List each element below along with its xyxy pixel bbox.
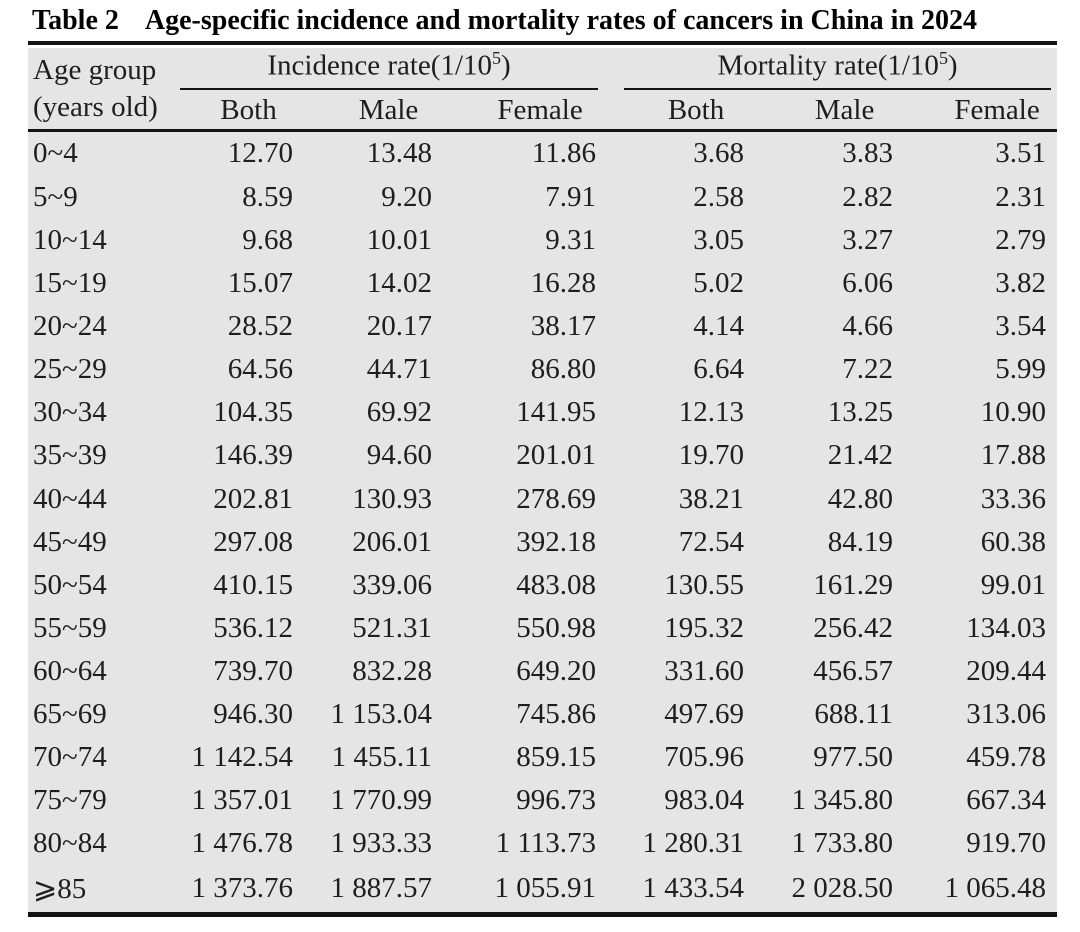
value-cell: 5.02 [693,266,745,299]
value-cell: 483.08 [516,568,597,601]
mortality-group-header [604,48,1057,92]
table-row [28,477,1057,520]
value-cell: 7.22 [842,353,894,386]
age-group-cell: 40~44 [33,482,107,515]
value-cell: 497.69 [664,698,745,731]
table-row [28,219,1057,262]
value-cell: 8.59 [242,180,293,213]
value-cell: 161.29 [813,568,894,601]
incidence-superscript: 5 [492,48,501,68]
value-cell: 313.06 [966,698,1047,731]
value-cell: 1 055.91 [494,872,597,905]
mortality-label-suffix: ) [947,49,958,82]
table-row [28,305,1057,348]
table-row [28,434,1057,477]
value-cell: 202.81 [213,482,293,515]
age-group-cell: 20~24 [33,310,107,343]
age-group-cell: 60~64 [33,654,107,687]
value-cell: 84.19 [827,525,894,558]
value-cell: 10.01 [366,223,432,256]
value-cell: 410.15 [213,568,293,601]
sub-header-row [28,92,1057,131]
value-cell: 550.98 [516,611,597,644]
mortality-both-header: Both [604,92,752,131]
value-cell: 2.31 [995,180,1047,213]
value-cell: 1 887.57 [330,872,432,905]
table-row [28,564,1057,607]
value-cell: 42.80 [827,482,894,515]
value-cell: 1 373.76 [191,872,293,905]
value-cell: 459.78 [966,741,1047,774]
value-cell: 392.18 [516,525,597,558]
value-cell: 278.69 [516,482,597,515]
value-cell: 2.82 [842,180,894,213]
value-cell: 1 476.78 [191,827,293,860]
incidence-spanner [180,48,598,90]
incidence-male-header: Male [301,92,440,131]
table-body [28,131,1057,915]
value-cell: 4.14 [693,310,745,343]
value-cell: 9.20 [381,180,432,213]
value-cell: 206.01 [352,525,432,558]
table-number: Table 2 [32,4,119,36]
value-cell: 72.54 [678,525,745,558]
value-cell: 38.21 [678,482,745,515]
value-cell: 86.80 [530,353,597,386]
value-cell: 1 733.80 [791,827,894,860]
table-row [28,693,1057,736]
age-group-cell: 80~84 [33,827,107,860]
table-row [28,521,1057,564]
age-group-cell: 65~69 [33,698,107,731]
age-group-cell: 50~54 [33,568,107,601]
incidence-female-header: Female [440,92,604,131]
value-cell: 2.58 [693,180,745,213]
value-cell: 1 357.01 [191,784,293,817]
value-cell: 996.73 [516,784,597,817]
value-cell: 99.01 [980,568,1047,601]
value-cell: 20.17 [366,310,432,343]
value-cell: 983.04 [664,784,745,817]
table-row [28,607,1057,650]
age-group-header-line2: (years old) [33,90,158,123]
value-cell: 201.01 [516,439,597,472]
value-cell: 705.96 [664,741,745,774]
value-cell: 919.70 [966,827,1047,860]
age-group-cell: 75~79 [33,784,107,817]
value-cell: 9.68 [242,223,293,256]
value-cell: 1 933.33 [330,827,432,860]
value-cell: 3.05 [693,223,745,256]
table-caption: Age-specific incidence and mortality rates of cancers in China in 2024 [144,4,978,36]
age-group-cell: 35~39 [33,439,107,472]
group-header-row [28,48,1057,92]
value-cell: 17.88 [980,439,1047,472]
value-cell: 6.64 [693,353,745,386]
value-cell: 16.28 [530,266,597,299]
value-cell: 649.20 [516,654,597,687]
value-cell: 2 028.50 [791,872,894,905]
data-table [28,48,1057,917]
value-cell: 1 770.99 [330,784,432,817]
age-group-cell: 15~19 [33,266,107,299]
incidence-label: Incidence rate(1/10 [267,49,492,82]
value-cell: 21.42 [827,439,894,472]
mortality-superscript: 5 [938,48,948,68]
table-row [28,176,1057,219]
age-group-cell: 30~34 [33,396,107,429]
age-group-cell: 45~49 [33,525,107,558]
age-group-cell: 10~14 [33,223,107,256]
value-cell: 12.13 [678,396,745,429]
value-cell: 977.50 [813,741,894,774]
table-row [28,131,1057,176]
age-group-header-line1: Age group [33,53,157,86]
value-cell: 1 433.54 [642,872,745,905]
age-group-cell: 55~59 [33,611,107,644]
value-cell: 1 345.80 [791,784,894,817]
table-row [28,779,1057,822]
value-cell: 12.70 [227,137,293,170]
value-cell: 3.82 [995,266,1047,299]
value-cell: 832.28 [352,654,432,687]
value-cell: 33.36 [980,482,1047,515]
value-cell: 667.34 [966,784,1047,817]
value-cell: 130.55 [664,568,745,601]
table-header [28,48,1057,131]
table-row [28,391,1057,434]
value-cell: 3.83 [842,137,894,170]
value-cell: 3.54 [995,310,1047,343]
value-cell: 1 113.73 [495,827,597,860]
value-cell: 1 065.48 [944,872,1047,905]
table-title [0,0,1080,41]
value-cell: 536.12 [213,611,293,644]
value-cell: 456.57 [813,654,894,687]
value-cell: 146.39 [213,439,293,472]
value-cell: 13.48 [366,137,432,170]
value-cell: 130.93 [352,482,432,515]
mortality-label: Mortality rate(1/10 [717,49,939,82]
value-cell: 331.60 [664,654,745,687]
age-group-header [28,48,160,131]
table-row [28,650,1057,693]
mortality-female-header: Female [901,92,1057,131]
value-cell: 946.30 [213,698,293,731]
value-cell: 339.06 [352,568,432,601]
value-cell: 6.06 [842,266,894,299]
value-cell: 739.70 [213,654,293,687]
value-cell: 38.17 [530,310,597,343]
age-group-cell: 5~9 [33,180,78,213]
value-cell: 4.66 [842,310,894,343]
value-cell: 3.68 [693,137,745,170]
value-cell: 1 142.54 [191,741,293,774]
value-cell: 7.91 [545,180,597,213]
table-block [28,41,1057,917]
value-cell: 256.42 [813,611,894,644]
table-row [28,865,1057,914]
value-cell: 15.07 [227,266,293,299]
value-cell: 2.79 [995,223,1047,256]
value-cell: 141.95 [516,396,597,429]
table-row [28,262,1057,305]
value-cell: 11.86 [531,137,597,170]
table-row [28,822,1057,865]
value-cell: 13.25 [827,396,894,429]
value-cell: 745.86 [516,698,597,731]
age-group-cell: ⩾85 [33,873,87,906]
value-cell: 104.35 [213,396,293,429]
value-cell: 859.15 [516,741,597,774]
mortality-male-header: Male [752,92,901,131]
mortality-spanner [624,48,1051,90]
age-group-cell: 25~29 [33,353,107,386]
value-cell: 297.08 [213,525,293,558]
incidence-group-header [160,48,604,92]
incidence-both-header: Both [160,92,301,131]
value-cell: 3.27 [842,223,894,256]
table-row [28,736,1057,779]
value-cell: 60.38 [980,525,1047,558]
age-group-cell: 70~74 [33,741,107,774]
value-cell: 1 153.04 [330,698,432,731]
value-cell: 28.52 [227,310,293,343]
value-cell: 64.56 [227,353,293,386]
incidence-label-suffix: ) [500,49,511,82]
value-cell: 94.60 [366,439,432,472]
value-cell: 1 455.11 [331,741,432,774]
value-cell: 5.99 [995,353,1047,386]
value-cell: 69.92 [366,396,432,429]
top-rule [28,41,1057,45]
value-cell: 688.11 [814,698,894,731]
value-cell: 1 280.31 [642,827,745,860]
value-cell: 3.51 [995,137,1047,170]
table-row [28,348,1057,391]
value-cell: 14.02 [366,266,432,299]
value-cell: 9.31 [545,223,597,256]
value-cell: 195.32 [664,611,745,644]
age-group-cell: 0~4 [33,137,78,170]
value-cell: 521.31 [352,611,432,644]
value-cell: 10.90 [980,396,1047,429]
value-cell: 134.03 [966,611,1047,644]
value-cell: 209.44 [966,654,1047,687]
value-cell: 44.71 [366,353,432,386]
value-cell: 19.70 [678,439,745,472]
